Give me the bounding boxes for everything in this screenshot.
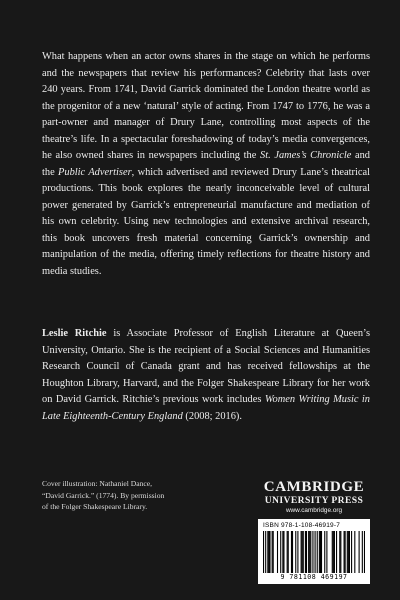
barcode-bar xyxy=(305,531,306,573)
barcode-bar xyxy=(267,531,268,573)
barcode-bar xyxy=(336,531,337,573)
barcode-bar xyxy=(340,531,341,573)
previous-book-years: (2008; 2016). xyxy=(182,410,242,422)
isbn-barcode xyxy=(258,519,370,584)
barcode-bar xyxy=(359,531,360,573)
barcode-bar xyxy=(306,531,307,573)
credit-line-3: of the Folger Shakespeare Library. xyxy=(42,502,148,512)
barcode-bar xyxy=(265,531,266,573)
barcode-bar xyxy=(303,531,304,573)
barcode-bar xyxy=(302,531,303,573)
barcode-bar xyxy=(345,531,346,573)
barcode-bar xyxy=(273,531,274,573)
description-text-part1: What happens when an actor owns shares in the stage on which he performs and the newspapers that review his performances? Celebrity that lasts over 240 years. From 1741, David Garrick dominated the London theatre world as the progenitor of a new ‘natural’ style of acting. From 1747 to 1776, he was a part-owner and manager of Drury Lane, controlling most aspects of the theatre’s life. In a spectacular foreshadowing of today’s media convergences, he also owned shares in newspapers including the xyxy=(42,51,370,161)
newspaper-title-public-advertiser: Public Advertiser xyxy=(58,166,132,178)
barcode-bar xyxy=(334,531,335,573)
barcode-bar xyxy=(295,531,296,573)
book-description xyxy=(42,49,370,280)
barcode-bar xyxy=(351,531,352,573)
publisher-name-line1: CAMBRIDGE xyxy=(263,479,365,495)
barcode-bar xyxy=(283,531,284,573)
credit-line-1: Cover illustration: Nathaniel Dance, xyxy=(42,479,153,488)
barcode-bar xyxy=(344,531,345,573)
barcode-bar xyxy=(268,531,269,573)
author-bio xyxy=(42,326,370,425)
barcode-bar xyxy=(320,531,321,573)
barcode-bar xyxy=(277,531,278,573)
author-bio-text: is Associate Professor of English Literature at Queen’s University, Ontario. She is the recipient of a Social Sciences and Humanities Research Council of Canada grant and has received fellowships at the Houghton Library, Harvard, and the Folger Shakespeare Library for her work on David Garrick. Ritchie’s previous work includes xyxy=(42,328,370,405)
barcode-bar xyxy=(339,531,340,573)
barcode-bar xyxy=(332,531,333,573)
barcode-bar xyxy=(321,531,322,573)
description-text-part2: and the xyxy=(42,150,370,178)
barcode-bar xyxy=(291,531,292,573)
barcode-bar xyxy=(310,531,311,573)
publisher-url: www.cambridge.org xyxy=(285,507,343,514)
barcode-bar xyxy=(333,531,334,573)
description-text-part3: , which advertised and reviewed Drury Lane’s theatrical productions. This book explores the nearly inconceivable level of cultural power generated by Garrick’s entrepreneurial manufacture and mediation of his own celebrity. Using new technologies and extensive archival research, this book uncovers fresh material concerning Garrick’s ownership and manipulation of the media, offering timely reflections for theatre history and media studies. xyxy=(42,166,370,277)
barcode-bar xyxy=(282,531,283,573)
barcode-bar xyxy=(347,531,348,573)
barcode-bar xyxy=(324,531,325,573)
barcode-bar xyxy=(263,531,264,573)
barcode-bar xyxy=(354,531,355,573)
barcode-bar xyxy=(317,531,318,573)
barcode-bar xyxy=(280,531,281,573)
barcode-bar xyxy=(348,531,349,573)
author-name: Leslie Ritchie xyxy=(42,328,107,339)
barcode-bar xyxy=(269,531,270,573)
barcode-bar xyxy=(297,531,298,573)
barcode-bar xyxy=(309,531,310,573)
barcode-bar xyxy=(364,531,365,573)
barcode-bar xyxy=(292,531,293,573)
publisher-logo xyxy=(258,480,370,515)
previous-book-title: Women Writing Music in Late Eighteenth-Century England xyxy=(42,394,370,422)
barcode-bar xyxy=(312,531,313,573)
barcode-bar xyxy=(308,531,309,573)
barcode-digits: 9 781108 469197 xyxy=(280,573,348,581)
publisher-name-line2: UNIVERSITY PRESS xyxy=(264,495,364,506)
barcode-bar xyxy=(288,531,289,573)
barcode-bar xyxy=(272,531,273,573)
barcode-bar xyxy=(349,531,350,573)
cover-illustration-credit xyxy=(42,478,217,513)
barcode-bar xyxy=(362,531,363,573)
barcode-bar xyxy=(301,531,302,573)
barcode-bar xyxy=(315,531,316,573)
barcode-bar xyxy=(319,531,320,573)
barcode-bar xyxy=(287,531,288,573)
barcode-bar xyxy=(326,531,327,573)
publisher-block xyxy=(258,480,370,584)
barcode-bars xyxy=(263,531,365,573)
credit-line-2: “David Garrick.” (1774). By permission xyxy=(42,490,165,500)
newspaper-title-st-james: St. James’s Chronicle xyxy=(260,150,352,161)
isbn-label: ISBN 978-1-108-46919-7 xyxy=(263,522,341,529)
